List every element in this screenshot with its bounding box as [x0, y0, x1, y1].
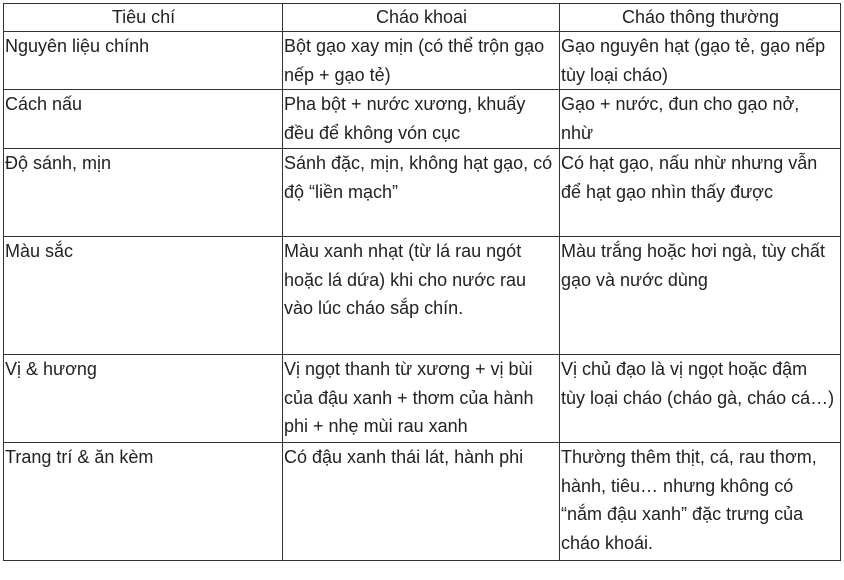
- table-row: [4, 32, 841, 90]
- criteria-cell: Trang trí & ăn kèm: [4, 443, 283, 561]
- criteria-cell: Vị & hương: [4, 355, 283, 443]
- chao-khoai-cell: Pha bột + nước xương, khuấy đều để không vón cục: [283, 90, 560, 149]
- chao-khoai-cell: Vị ngọt thanh từ xương + vị bùi của đậu xanh + thơm của hành phi + nhẹ mùi rau xanh: [283, 355, 560, 443]
- criteria-cell: Cách nấu: [4, 90, 283, 149]
- chao-khoai-cell: Bột gạo xay mịn (có thể trộn gạo nếp + gạo tẻ): [283, 32, 560, 90]
- chao-thong-thuong-cell: Gạo nguyên hạt (gạo tẻ, gạo nếp tùy loại cháo): [559, 32, 840, 90]
- chao-thong-thuong-cell: Có hạt gạo, nấu nhừ nhưng vẫn để hạt gạo nhìn thấy được: [559, 149, 840, 237]
- comparison-table: [3, 3, 841, 561]
- criteria-cell: Màu sắc: [4, 237, 283, 355]
- table-row: [4, 90, 841, 149]
- criteria-cell: Nguyên liệu chính: [4, 32, 283, 90]
- chao-thong-thuong-cell: Thường thêm thịt, cá, rau thơm, hành, tiêu… nhưng không có “nắm đậu xanh” đặc trưng của cháo khoái.: [559, 443, 840, 561]
- chao-khoai-cell: Có đậu xanh thái lát, hành phi: [283, 443, 560, 561]
- table-row: [4, 355, 841, 443]
- table-row: [4, 443, 841, 561]
- chao-khoai-cell: Màu xanh nhạt (từ lá rau ngót hoặc lá dứa) khi cho nước rau vào lúc cháo sắp chín.: [283, 237, 560, 355]
- table-row: [4, 237, 841, 355]
- chao-khoai-cell: Sánh đặc, mịn, không hạt gạo, có độ “liền mạch”: [283, 149, 560, 237]
- header-criteria: Tiêu chí: [4, 4, 283, 32]
- header-chao-thong-thuong: Cháo thông thường: [559, 4, 840, 32]
- chao-thong-thuong-cell: Màu trắng hoặc hơi ngà, tùy chất gạo và nước dùng: [559, 237, 840, 355]
- chao-thong-thuong-cell: Gạo + nước, đun cho gạo nở, nhừ: [559, 90, 840, 149]
- header-chao-khoai: Cháo khoai: [283, 4, 560, 32]
- criteria-cell: Độ sánh, mịn: [4, 149, 283, 237]
- table-row: [4, 149, 841, 237]
- chao-thong-thuong-cell: Vị chủ đạo là vị ngọt hoặc đậm tùy loại cháo (cháo gà, cháo cá…): [559, 355, 840, 443]
- header-row: [4, 4, 841, 32]
